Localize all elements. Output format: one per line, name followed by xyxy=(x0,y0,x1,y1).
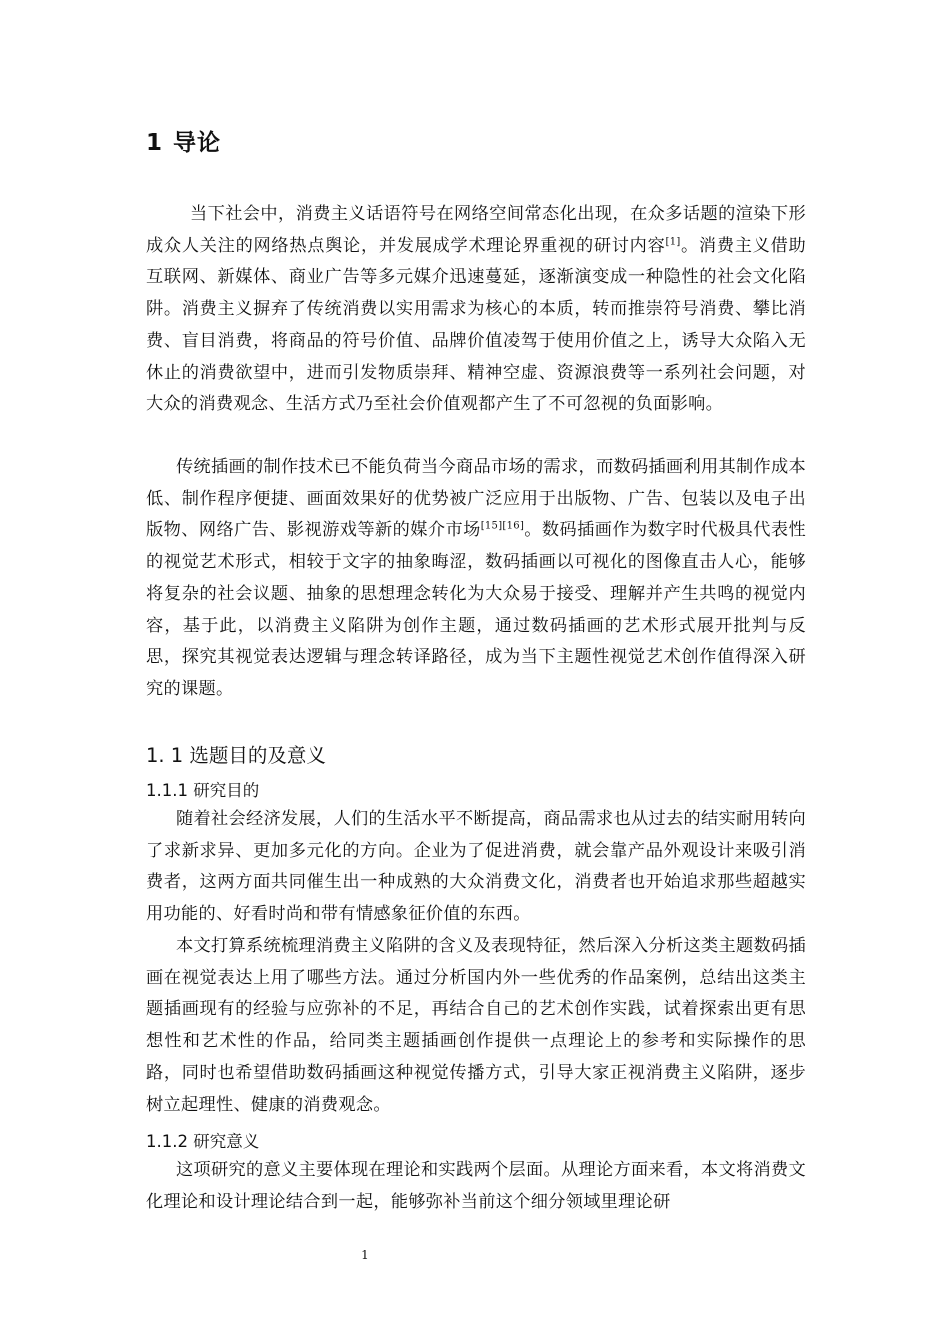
citation: [1] xyxy=(665,235,681,247)
chapter-number: 1 xyxy=(146,130,164,156)
intro-paragraph-1 xyxy=(146,199,806,421)
significance-paragraph-1 xyxy=(146,1155,806,1218)
page-number: 1 xyxy=(361,1248,369,1262)
section-heading: 1. 1 选题目的及意义 xyxy=(146,744,326,767)
chapter-heading xyxy=(146,124,221,157)
paragraph-text: 。消费主义借助互联网、新媒体、商业广告等多元媒介迅速蔓延，逐渐演变成一种隐性的社会文化陷阱。消费主义摒弃了传统消费以实用需求为核心的本质，转而推崇符号消费、攀比消费、盲目消费，将商品的符号价值、品牌价值凌驾于使用价值之上，诱导大众陷入无休止的消费欲望中，进而引发物质崇拜、精神空虚、资源浪费等一系列社会问题，对大众的消费观念、生活方式乃至社会价值观都产生了不可忽视的负面影响。 xyxy=(146,235,806,415)
paragraph-text: 本文打算系统梳理消费主义陷阱的含义及表现特征，然后深入分析这类主题数码插画在视觉表达上用了哪些方法。通过分析国内外一些优秀的作品案例，总结出这类主题插画现有的经验与应弥补的不足，再结合自己的艺术创作实践，试着探索出更有思想性和艺术性的作品，给同类主题插画创作提供一点理论上的参考和实际操作的思路，同时也希望借助数码插画这种视觉传播方式，引导大家正视消费主义陷阱，逐步树立起理性、健康的消费观念。 xyxy=(146,936,806,1115)
purpose-paragraph-2 xyxy=(146,931,806,1121)
paragraph-text: 。数码插画作为数字时代极具代表性的视觉艺术形式，相较于文字的抽象晦涩，数码插画以可视化的图像直击人心，能够将复杂的社会议题、抽象的思想理念转化为大众易于接受、理解并产生共鸣的视觉内容，基于此，以消费主义陷阱为创作主题，通过数码插画的艺术形式展开批判与反思，探究其视觉表达逻辑与理念转译路径，成为当下主题性视觉艺术创作值得深入研究的课题。 xyxy=(146,520,806,699)
paragraph-text: 这项研究的意义主要体现在理论和实践两个层面。从理论方面来看，本文将消费文化理论和设计理论结合到一起，能够弥补当前这个细分领域里理论研 xyxy=(146,1160,806,1212)
citation: [15][16] xyxy=(480,520,525,532)
chapter-title: 导论 xyxy=(173,130,222,156)
paragraph-text: 当下社会中，消费主义话语符号在网络空间常态化出现，在众多话题的渲染下形成众人关注的网络热点舆论，并发展成学术理论界重视的研讨内容 xyxy=(146,204,806,256)
subsection-heading-significance: 1.1.2 研究意义 xyxy=(146,1132,260,1151)
paragraph-text: 传统插画的制作技术已不能负荷当今商品市场的需求，而数码插画利用其制作成本低、制作程序便捷、画面效果好的优势被广泛应用于出版物、广告、包装以及电子出版物、网络广告、影视游戏等新的媒介市场 xyxy=(146,457,806,541)
intro-paragraph-2 xyxy=(146,452,806,706)
purpose-paragraph-1 xyxy=(146,804,806,931)
paragraph-text: 随着社会经济发展，人们的生活水平不断提高，商品需求也从过去的结实耐用转向了求新求异、更加多元化的方向。企业为了促进消费，就会靠产品外观设计来吸引消费者，这两方面共同催生出一种成熟的大众消费文化，消费者也开始追求那些超越实用功能的、好看时尚和带有情感象征价值的东西。 xyxy=(146,809,806,925)
subsection-heading-purpose: 1.1.1 研究目的 xyxy=(146,781,260,800)
